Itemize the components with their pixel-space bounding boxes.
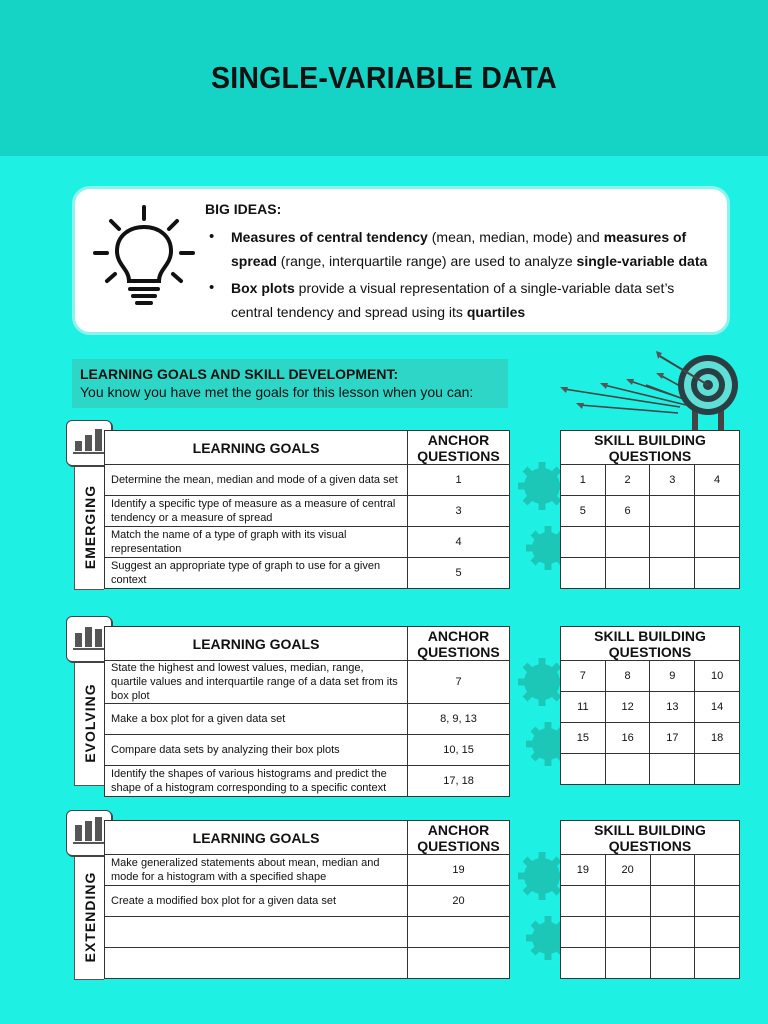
skill-header: SKILL BUILDING QUESTIONS	[561, 627, 740, 661]
anchor-header: ANCHOR QUESTIONS	[408, 431, 510, 465]
anchor-header: ANCHOR QUESTIONS	[408, 627, 510, 661]
big-idea-text: Measures of central tendency	[231, 229, 428, 245]
goal-cell	[105, 917, 408, 948]
goal-cell: Make a box plot for a given data set	[105, 704, 408, 735]
table-row	[105, 886, 510, 917]
skill-cell	[605, 527, 650, 558]
table-row	[561, 558, 740, 589]
skill-cell: 18	[695, 723, 740, 754]
skill-cell	[605, 886, 650, 917]
skill-cell	[695, 886, 740, 917]
level-text: EXTENDING	[81, 871, 98, 962]
skill-cell	[650, 496, 695, 527]
skill-cell: 10	[695, 661, 740, 692]
table-row	[105, 496, 510, 527]
skill-header: SKILL BUILDING QUESTIONS	[561, 431, 740, 465]
lightbulb-icon	[89, 203, 199, 313]
big-idea-text: provide a visual representation of a single-variable data set’s central tendency and spread using its	[231, 280, 675, 320]
anchor-cell: 4	[408, 527, 510, 558]
learning-goals-title: LEARNING GOALS AND SKILL DEVELOPMENT:	[80, 366, 399, 382]
goal-cell: Determine the mean, median and mode of a given data set	[105, 465, 408, 496]
skill-cell	[650, 558, 695, 589]
learning-goals-subtitle: You know you have met the goals for this lesson when you can:	[80, 384, 474, 400]
skill-cell	[561, 754, 606, 785]
skill-cell	[605, 917, 650, 948]
level-label	[74, 464, 104, 590]
skill-cell	[650, 948, 695, 979]
table-row	[561, 661, 740, 692]
skill-cell: 14	[695, 692, 740, 723]
anchor-cell: 3	[408, 496, 510, 527]
page-title: SINGLE-VARIABLE DATA	[211, 60, 557, 95]
big-idea-text: Box plots	[231, 280, 295, 296]
skill-cell	[561, 948, 606, 979]
anchor-cell	[408, 948, 510, 979]
skill-cell	[695, 917, 740, 948]
level-label	[74, 660, 104, 786]
skill-header: SKILL BUILDING QUESTIONS	[561, 821, 740, 855]
skill-cell: 7	[561, 661, 606, 692]
skill-cell	[561, 558, 606, 589]
skill-cell: 5	[561, 496, 606, 527]
skill-cell: 13	[650, 692, 695, 723]
skill-cell: 2	[605, 465, 650, 496]
skill-cell: 20	[605, 855, 650, 886]
learning-goals-table	[104, 626, 510, 797]
table-row	[105, 661, 510, 704]
skill-cell	[650, 754, 695, 785]
skill-cell: 12	[605, 692, 650, 723]
skill-cell: 8	[605, 661, 650, 692]
skill-cell: 1	[561, 465, 606, 496]
anchor-header: ANCHOR QUESTIONS	[408, 821, 510, 855]
goal-cell: State the highest and lowest values, median, range, quartile values and interquartile range of a data set from its box plot	[105, 661, 408, 704]
table-row	[105, 766, 510, 797]
anchor-cell: 5	[408, 558, 510, 589]
skill-cell	[695, 754, 740, 785]
skill-cell	[695, 527, 740, 558]
table-row	[561, 692, 740, 723]
skill-cell	[605, 948, 650, 979]
goal-cell: Suggest an appropriate type of graph to use for a given context	[105, 558, 408, 589]
big-idea-text: quartiles	[466, 304, 526, 320]
table-row	[561, 723, 740, 754]
target-arrows-icon	[560, 345, 760, 435]
goal-cell: Create a modified box plot for a given data set	[105, 886, 408, 917]
goal-cell	[105, 948, 408, 979]
table-row	[561, 465, 740, 496]
skill-cell	[695, 496, 740, 527]
learning-goals-table	[104, 430, 510, 589]
big-idea-item	[205, 276, 715, 324]
anchor-cell: 8, 9, 13	[408, 704, 510, 735]
skill-cell	[695, 948, 740, 979]
table-row	[105, 527, 510, 558]
skill-cell: 9	[650, 661, 695, 692]
anchor-cell: 1	[408, 465, 510, 496]
goals-header: LEARNING GOALS	[105, 627, 408, 661]
skill-cell: 3	[650, 465, 695, 496]
level-label	[74, 854, 104, 980]
table-row	[105, 948, 510, 979]
table-row	[105, 704, 510, 735]
goals-header: LEARNING GOALS	[105, 431, 408, 465]
skill-cell	[561, 917, 606, 948]
skill-cell: 16	[605, 723, 650, 754]
table-row	[561, 948, 740, 979]
goal-cell: Match the name of a type of graph with its visual representation	[105, 527, 408, 558]
big-idea-item	[205, 225, 715, 273]
table-row	[105, 917, 510, 948]
table-row	[561, 754, 740, 785]
table-row	[561, 917, 740, 948]
skill-cell	[650, 527, 695, 558]
table-row	[561, 496, 740, 527]
skill-building-table	[560, 430, 740, 589]
skill-cell: 11	[561, 692, 606, 723]
goal-cell: Compare data sets by analyzing their box plots	[105, 735, 408, 766]
goal-cell: Make generalized statements about mean, median and mode for a histogram with a specified shape	[105, 855, 408, 886]
skill-cell: 17	[650, 723, 695, 754]
table-row	[561, 886, 740, 917]
anchor-cell: 7	[408, 661, 510, 704]
skill-cell	[695, 855, 740, 886]
big-ideas-list	[205, 225, 715, 327]
learning-goals-banner	[72, 359, 508, 408]
skill-cell	[650, 855, 695, 886]
anchor-cell: 10, 15	[408, 735, 510, 766]
big-ideas-card	[72, 186, 730, 335]
table-row	[105, 855, 510, 886]
skill-cell	[695, 558, 740, 589]
table-row	[561, 527, 740, 558]
goal-cell: Identify the shapes of various histograms and predict the shape of a histogram corresponding to a specific context	[105, 766, 408, 797]
skill-cell	[561, 886, 606, 917]
skill-cell	[605, 754, 650, 785]
skill-cell: 15	[561, 723, 606, 754]
goal-cell: Identify a specific type of measure as a measure of central tendency or a measure of spread	[105, 496, 408, 527]
big-idea-text: (mean, median, mode) and	[427, 229, 604, 245]
learning-goals-table	[104, 820, 510, 979]
skill-cell	[561, 527, 606, 558]
table-row	[105, 558, 510, 589]
skill-cell: 19	[561, 855, 606, 886]
table-row	[105, 735, 510, 766]
anchor-cell: 20	[408, 886, 510, 917]
big-ideas-heading: BIG IDEAS:	[205, 201, 282, 217]
goals-header: LEARNING GOALS	[105, 821, 408, 855]
anchor-cell	[408, 917, 510, 948]
big-idea-text: (range, interquartile range) are used to analyze	[276, 253, 577, 269]
anchor-cell: 17, 18	[408, 766, 510, 797]
skill-cell: 4	[695, 465, 740, 496]
skill-building-table	[560, 820, 740, 979]
level-text: EVOLVING	[81, 682, 98, 763]
skill-cell	[650, 917, 695, 948]
level-text: EMERGING	[81, 484, 98, 569]
table-row	[561, 855, 740, 886]
skill-cell: 6	[605, 496, 650, 527]
big-idea-text: single-variable data	[576, 253, 708, 269]
skill-cell	[650, 886, 695, 917]
skill-cell	[605, 558, 650, 589]
table-row	[105, 465, 510, 496]
big-idea-text: measures of spread	[231, 229, 687, 269]
anchor-cell: 19	[408, 855, 510, 886]
skill-building-table	[560, 626, 740, 785]
